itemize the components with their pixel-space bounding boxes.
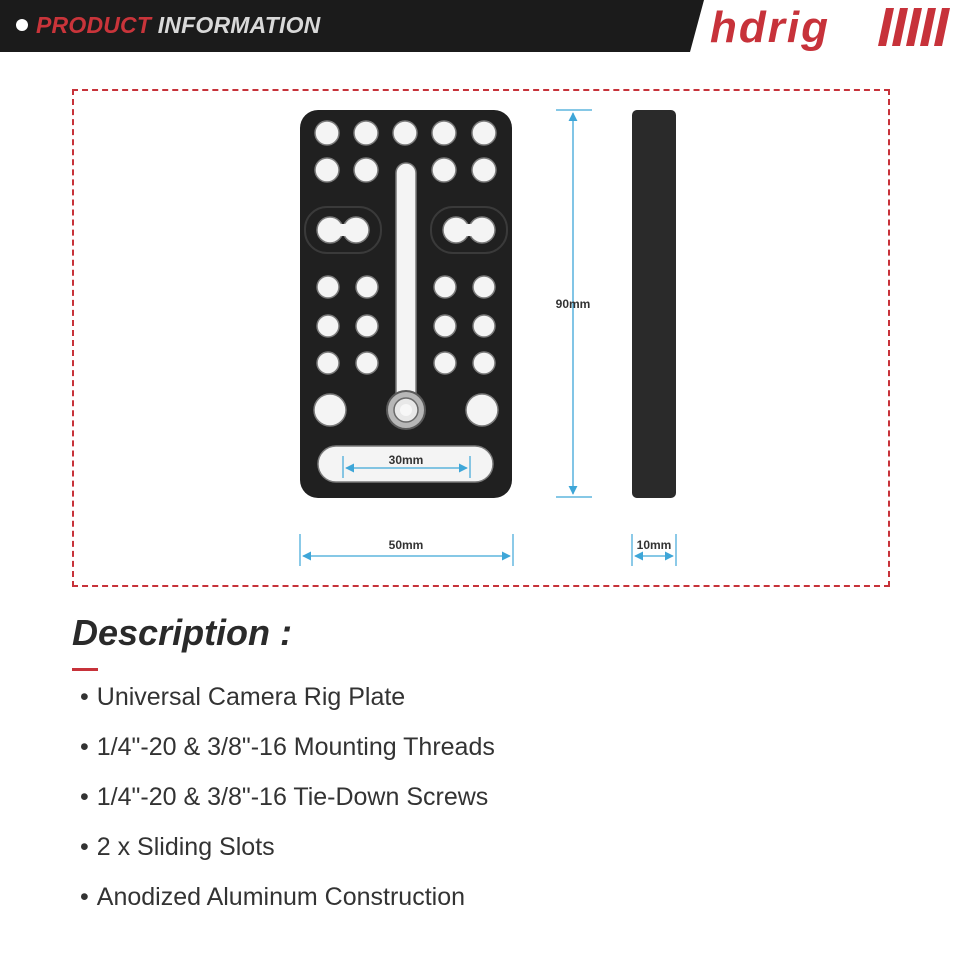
dimension-thickness-label: 10mm bbox=[636, 538, 672, 552]
tie-down-screw-icon bbox=[387, 391, 425, 429]
dimension-width bbox=[300, 534, 513, 566]
feature-list bbox=[80, 678, 495, 928]
list-item: • Universal Camera Rig Plate bbox=[80, 678, 495, 728]
dimension-height bbox=[556, 110, 592, 497]
list-item: • 1/4"-20 & 3/8"-16 Tie-Down Screws bbox=[80, 778, 495, 828]
brand-logo-text: hdrig bbox=[710, 3, 830, 52]
camera-plate-front bbox=[300, 110, 512, 498]
dimension-thickness bbox=[632, 534, 676, 566]
dimension-height-label: 90mm bbox=[555, 297, 591, 311]
section-title-word-information: INFORMATION bbox=[157, 12, 321, 38]
list-item: • Anodized Aluminum Construction bbox=[80, 878, 495, 928]
section-title-word-product: PRODUCT bbox=[36, 12, 152, 38]
camera-plate-side bbox=[632, 110, 676, 498]
list-item: • 2 x Sliding Slots bbox=[80, 828, 495, 878]
list-item: • 1/4"-20 & 3/8"-16 Mounting Threads bbox=[80, 728, 495, 778]
vertical-sliding-slot bbox=[396, 163, 416, 411]
description-heading: Description : bbox=[72, 612, 293, 653]
description-underline bbox=[72, 668, 98, 671]
dimension-width-label: 50mm bbox=[388, 538, 424, 552]
dimension-slot-label: 30mm bbox=[388, 453, 424, 467]
